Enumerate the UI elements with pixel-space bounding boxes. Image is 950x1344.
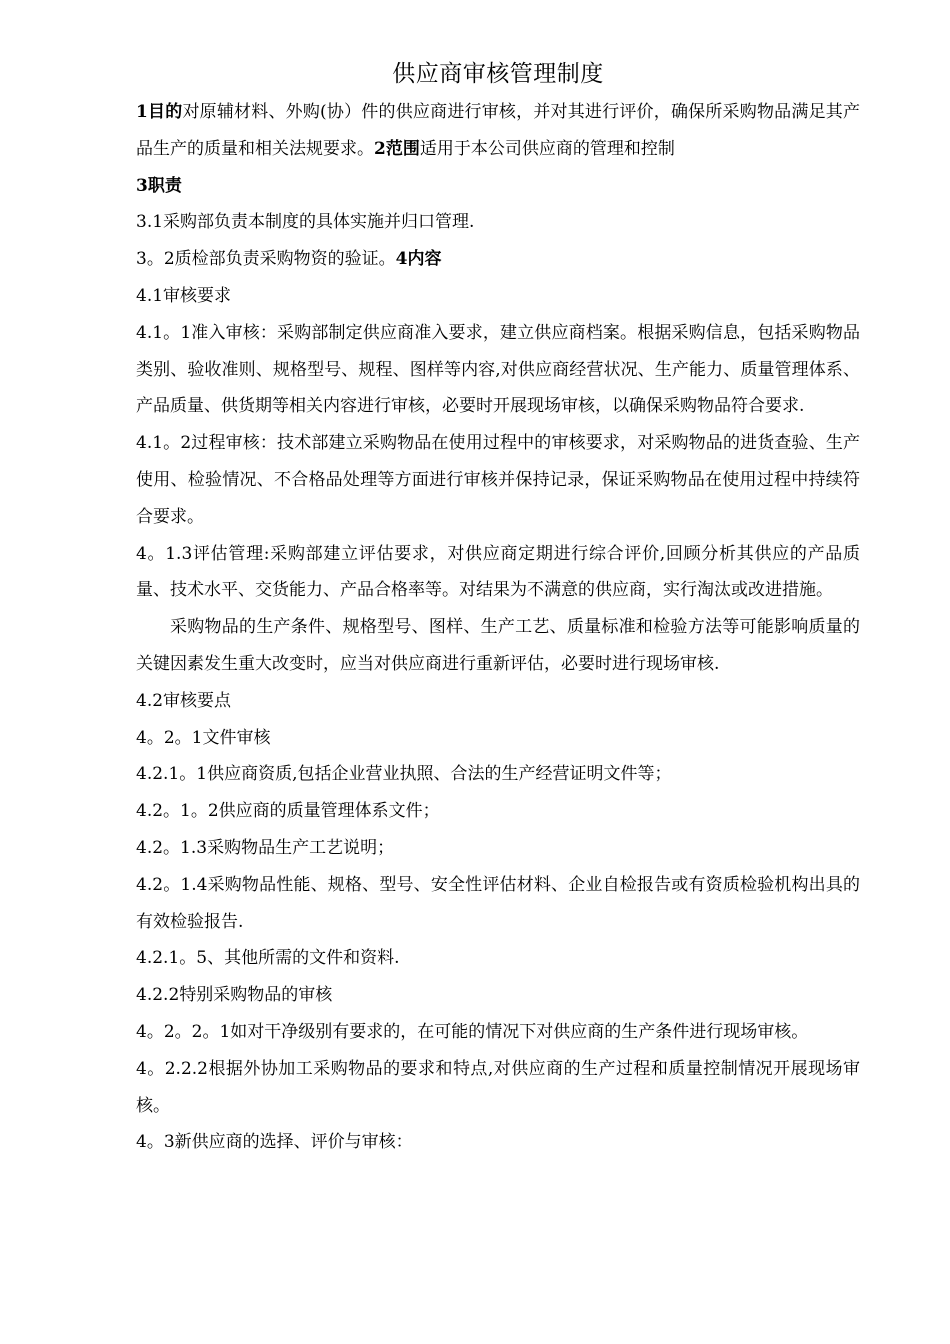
paragraph: 4。2。1文件审核 <box>136 727 271 748</box>
paragraph: 4。1.3评估管理:采购部建立评估要求，对供应商定期进行综合评价,回顾分析其供应的产品质量、技术水平、交货能力、产品合格率等。对结果为不满意的供应商，实行淘汰或改进措施。 <box>136 543 860 601</box>
paragraph-text: 3。2质检部负责采购物资的验证。 <box>136 249 396 270</box>
paragraph: 4。2。2。1如对干净级别有要求的，在可能的情况下对供应商的生产条件进行现场审核。 <box>136 1021 809 1042</box>
paragraph: 4.2。1.3采购物品生产工艺说明； <box>136 837 395 858</box>
section-heading: 4内容 <box>395 249 442 270</box>
section-heading: 3职责 <box>136 175 182 196</box>
paragraph: 4.2。1.4采购物品性能、规格、型号、安全性评估材料、企业自检报告或有资质检验机构出具的有效检验报告. <box>136 874 860 932</box>
paragraph-purpose-scope <box>136 94 860 168</box>
paragraph <box>136 241 860 278</box>
paragraph: 4.2审核要点 <box>136 690 232 711</box>
paragraph: 4。3新供应商的选择、评价与审核： <box>136 1132 413 1153</box>
paragraph: 4.2.1。1供应商资质,包括企业营业执照、合法的生产经营证明文件等； <box>136 764 672 785</box>
paragraph-responsibilities-heading <box>136 168 860 205</box>
paragraph: 3.1采购部负责本制度的具体实施并归口管理. <box>136 212 475 233</box>
paragraph: 4.2.2特别采购物品的审核 <box>136 985 333 1006</box>
paragraph: 4.2。1。2供应商的质量管理体系文件； <box>136 801 440 822</box>
paragraph: 4.1。1准入审核：采购部制定供应商准入要求，建立供应商档案。根据采购信息，包括采购物品类别、验收准则、规格型号、规程、图样等内容,对供应商经营状况、生产能力、质量管理体系、产品质量、供货期等相关内容进行审核，必要时开展现场审核，以确保采购物品符合要求. <box>136 322 860 417</box>
section-heading: 2范围 <box>374 138 420 159</box>
paragraph: 4.1审核要求 <box>136 285 232 306</box>
paragraph-text: 对原辅材料、外购(协）件的供应商进行审核，并对其进行评价，确保所采购物品满足其产品生产的质量和相关法规要求。 <box>136 102 860 159</box>
paragraph: 4.1。2过程审核：技术部建立采购物品在使用过程中的审核要求，对采购物品的进货查验、生产使用、检验情况、不合格品处理等方面进行审核并保持记录，保证采购物品在使用过程中持续符合要求。 <box>136 433 860 527</box>
paragraph-text: 适用于本公司供应商的管理和控制 <box>419 138 675 159</box>
paragraph: 4。2.2.2根据外协加工采购物品的要求和特点,对供应商的生产过程和质量控制情况开展现场审核。 <box>136 1058 860 1116</box>
section-heading: 1目的 <box>136 102 183 122</box>
document-body <box>136 94 860 1161</box>
paragraph: 4.2.1。5、其他所需的文件和资料. <box>136 948 400 969</box>
paragraph: 采购物品的生产条件、规格型号、图样、生产工艺、质量标准和检验方法等可能影响质量的关键因素发生重大改变时，应当对供应商进行重新评估，必要时进行现场审核. <box>136 617 860 674</box>
document-title: 供应商审核管理制度 <box>392 61 604 87</box>
